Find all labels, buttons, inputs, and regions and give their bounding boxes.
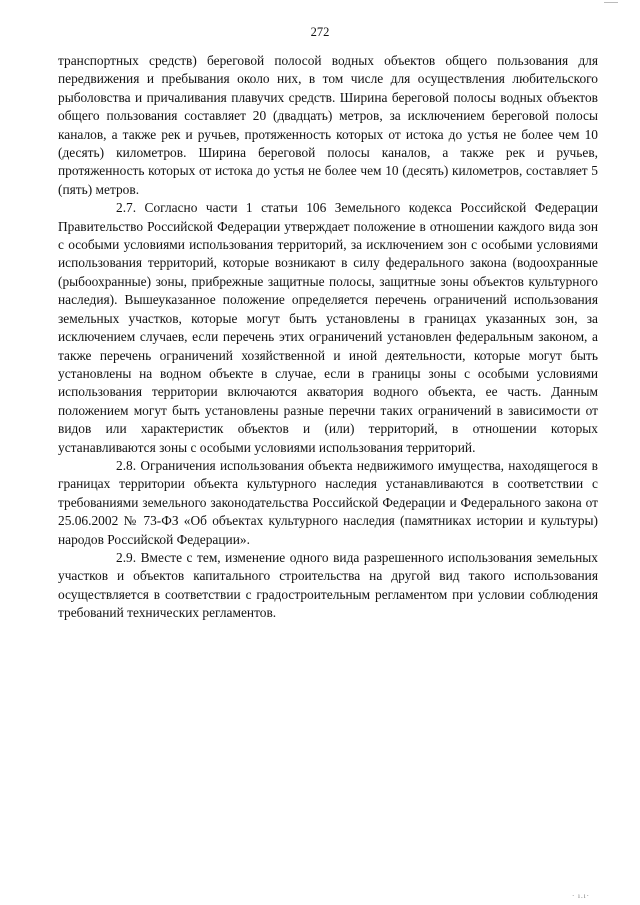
scan-artifact-mark: · ı.ı·	[571, 892, 590, 900]
document-body	[58, 52, 598, 623]
paragraph-2-8: 2.8. Ограничения использования объекта недвижимого имущества, находящегося в границах территории объекта культурного наследия устанавливаются в соответствии с требованиями земельного законодательства Российской Федерации и Федерального закона от 25.06.2002 № 73-ФЗ «Об объектах культурного наследия (памятниках истории и культуры) народов Российской Федерации».	[58, 457, 598, 547]
paragraph-2-9: 2.9. Вместе с тем, изменение одного вида разрешенного использования земельных участков и объектов капитального строительства на другой вид такого использования осуществляется в соответствии с градостроительным регламентом при условии соблюдения требований технических регламентов.	[58, 549, 598, 621]
page-number: 272	[310, 25, 330, 39]
corner-mark	[604, 2, 618, 3]
paragraph-continued: транспортных средств) береговой полосой водных объектов общего пользования для передвижения и пребывания около них, в том числе для осуществления любительского рыболовства и причаливания плавучих средств. Ширина береговой полосы водных объектов общего пользования составляет 20 (двадцать) метров, за исключением береговой полосы каналов, а также рек и ручьев, протяженность которых от истока до устья не более чем 10 (десять) километров. Ширина береговой полосы каналов, а также рек и ручьев, протяженность которых от истока до устья не более чем 10 (десять) километров, составляет 5 (пять) метров.	[58, 53, 598, 197]
paragraph-2-7: 2.7. Согласно части 1 статьи 106 Земельного кодекса Российской Федерации Правительство Российской Федерации утверждает положение в отношении каждого вида зон с особыми условиями использования территорий, за исключением зон с особыми условиями использования территорий, которые возникают в силу федерального закона (водоохранные (рыбоохранные) зоны, прибрежные защитные полосы, защитные зоны объектов культурного наследия). Вышеуказанное положение определяется перечень ограничений использования земельных участков, которые могут быть установлены в границах указанных зон, за исключением случаев, если перечень этих ограничений установлен федеральным законом, а также перечень ограничений хозяйственной и иной деятельности, которые могут быть установлены на водном объекте в случае, если в границы зоны с особыми условиями использования территории включаются акватория водного объекта, ее часть. Данным положением могут быть установлены разные перечни таких ограничений в зависимости от видов или характеристик объектов и (или) территорий, в отношении которых устанавливаются зоны с особыми условиями использования территорий.	[58, 200, 598, 455]
